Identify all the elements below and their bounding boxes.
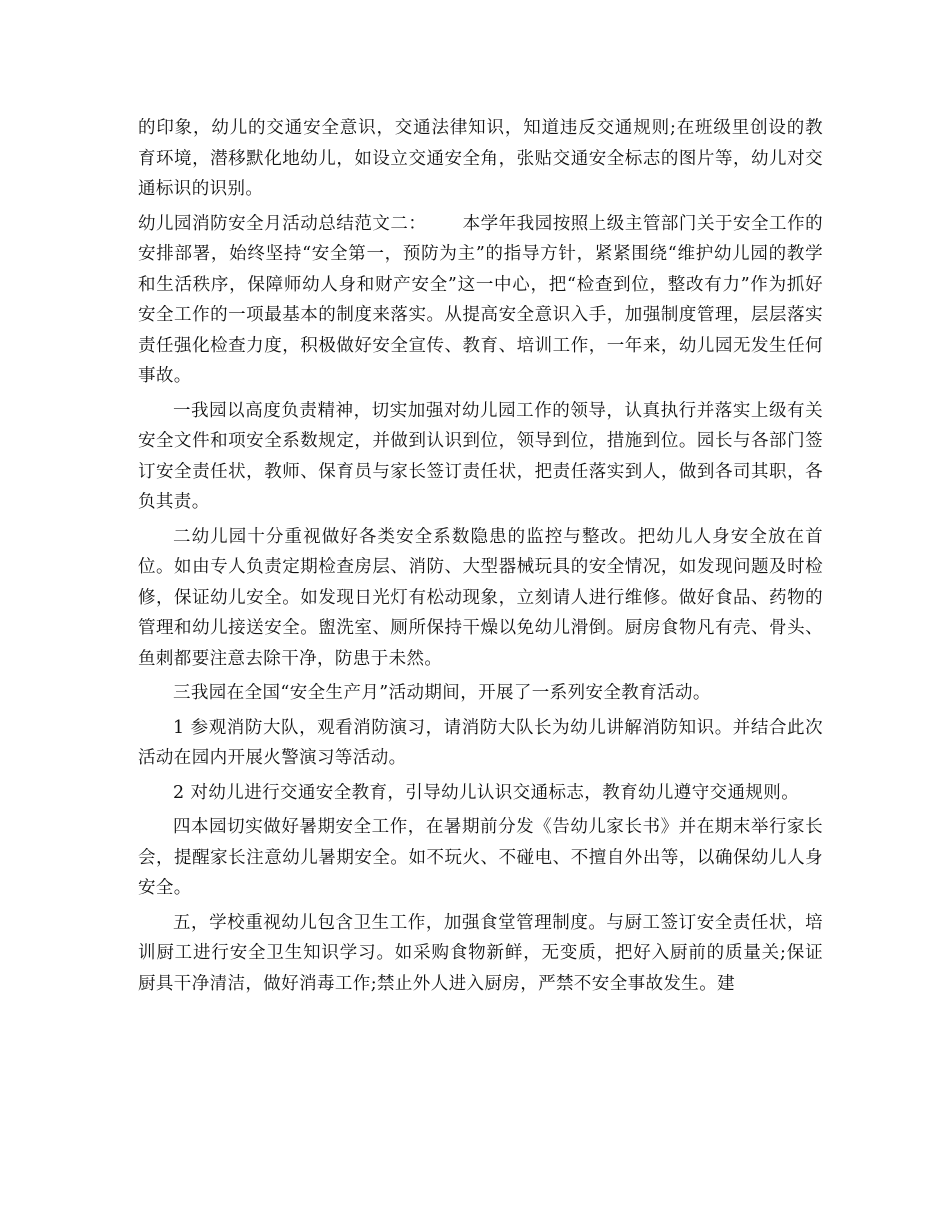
- document-body: [138, 113, 823, 1003]
- paragraph-item-5: [138, 908, 823, 1000]
- paragraph-text: 一我园以高度负责精神，切实加强对幼儿园工作的领导，认真执行并落实上级有关安全文件和项安全系数规定，并做到认识到位，领导到位，措施到位。园长与各部门签订安全责任状，教师、保育员与家长签订责任状，把责任落实到人，做到各司其职，各负其责。: [138, 400, 823, 512]
- paragraph-section-two: [138, 209, 823, 392]
- paragraph-item-4: [138, 812, 823, 904]
- paragraph-text: 四本园切实做好暑期安全工作，在暑期前分发《告幼儿家长书》并在期末举行家长会，提醒家长注意幼儿暑期安全。如不玩火、不碰电、不擅自外出等，以确保幼儿人身安全。: [138, 817, 823, 898]
- paragraph-text: 三我园在全国“安全生产月”活动期间，开展了一系列安全教育活动。: [173, 683, 711, 703]
- paragraph-text: 的印象，幼儿的交通安全意识，交通法律知识，知道违反交通规则;在班级里创设的教育环境，潜移默化地幼儿，如设立交通安全角，张贴交通安全标志的图片等，幼儿对交通标识的识别。: [138, 118, 823, 199]
- paragraph-subitem-2: [138, 778, 823, 809]
- paragraph-text: 2 对幼儿进行交通安全教育，引导幼儿认识交通标志，教育幼儿遵守交通规则。: [173, 782, 800, 803]
- paragraph-subitem-1: [138, 713, 823, 774]
- paragraph-continuation: [138, 113, 823, 205]
- paragraph-text: 1 参观消防大队，观看消防演习，请消防大队长为幼儿讲解消防知识。并结合此次活动在园内开展火警演习等活动。: [138, 717, 823, 768]
- paragraph-item-2: [138, 522, 823, 675]
- paragraph-text: 五，学校重视幼儿包含卫生工作，加强食堂管理制度。与厨工签订安全责任状，培训厨工进行安全卫生知识学习。如采购食物新鲜，无变质，把好入厨前的质量关;保证厨具干净清洁，做好消毒工作;禁止外人进入厨房，严禁不安全事故发生。建: [138, 912, 823, 994]
- paragraph-item-1: [138, 396, 823, 518]
- paragraph-item-3: [138, 678, 823, 709]
- section-heading: 幼儿园消防安全月活动总结范文二：: [138, 213, 427, 234]
- paragraph-text: 本学年我园按照上级主管部门关于安全工作的安排部署，始终坚持“安全第一，预防为主”的指导方针，紧紧围绕“维护幼儿园的教学和生活秩序，保障师幼人身和财产安全”这一中心，把“检查到位，整改有力”作为抓好安全工作的一项最基本的制度来落实。从提高安全意识入手，加强制度管理，层层落实责任强化检查力度，积极做好安全宣传、教育、培训工作，一年来，幼儿园无发生任何事故。: [138, 213, 824, 386]
- paragraph-text: 二幼儿园十分重视做好各类安全系数隐患的监控与整改。把幼儿人身安全放在首位。如由专人负责定期检查房层、消防、大型器械玩具的安全情况，如发现问题及时检修，保证幼儿安全。如发现日光灯有松动现象，立刻请人进行维修。做好食品、药物的管理和幼儿接送安全。盥洗室、厕所保持干燥以免幼儿滑倒。厨房食物凡有壳、骨头、鱼刺都要注意去除干净，防患于未然。: [138, 526, 823, 669]
